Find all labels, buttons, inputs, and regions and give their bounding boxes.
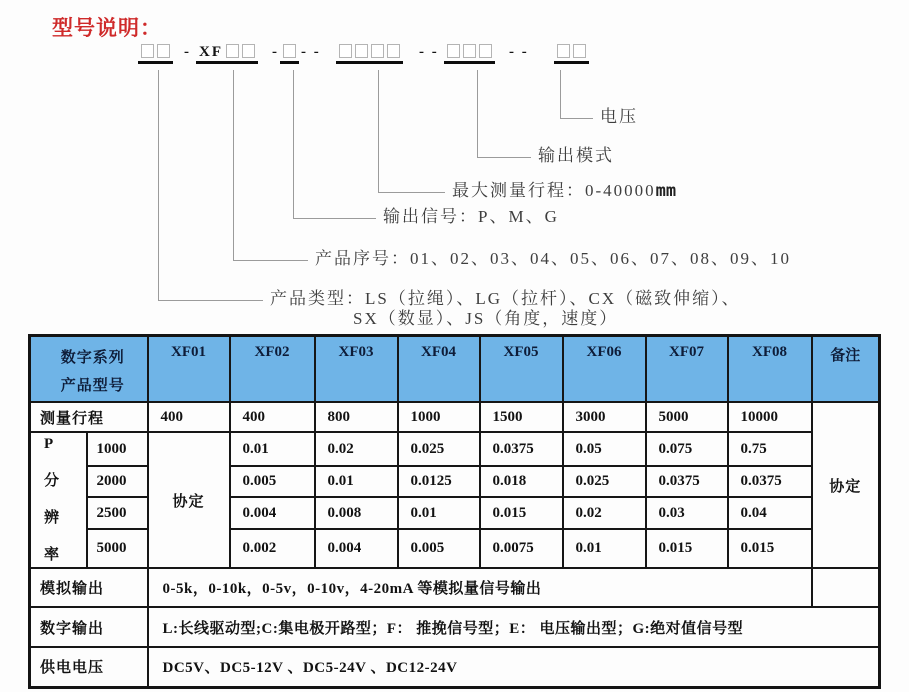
resolution-value: 0.04: [728, 497, 812, 529]
callout-label: [383, 207, 559, 227]
model-prefix-text: XF: [199, 44, 223, 60]
callout-hline: [233, 260, 308, 261]
resolution-value: 0.005: [230, 466, 315, 497]
resolution-value: 0.075: [646, 432, 728, 466]
digit-box: [339, 44, 352, 58]
page-title: 型号说明：: [52, 17, 162, 40]
model-field-group-5: [444, 44, 495, 64]
measure-value-8: 10000: [728, 402, 812, 432]
table-row: [30, 607, 880, 647]
model-field-group-2: [196, 44, 258, 64]
callout-vline: [233, 70, 234, 260]
resolution-value: 0.01: [315, 466, 398, 497]
digit-box: [157, 44, 170, 58]
digit-box: [557, 44, 570, 58]
callout-hline: [378, 192, 445, 193]
header-model-XF08: XF08: [728, 336, 812, 403]
table-row: [30, 568, 880, 607]
resolution-label-char: 分: [44, 473, 60, 489]
callout-hline: [158, 300, 263, 301]
measure-value-2: 400: [230, 402, 315, 432]
resolution-scale-1000: 1000: [87, 432, 148, 466]
header-col1-line: 产品型号: [60, 378, 125, 394]
dash-separator: - -: [509, 44, 529, 60]
digit-box: [573, 44, 586, 58]
resolution-value: 0.0125: [398, 466, 480, 497]
callout-label: [600, 107, 638, 127]
dash-separator: - -: [419, 44, 439, 60]
callout-label-line2: SX（数显）、JS（角度，速度）: [353, 309, 619, 328]
header-series-model: [30, 336, 148, 403]
measure-label: 测量行程: [30, 402, 148, 432]
callout-label: [270, 289, 741, 329]
header-model-XF02: XF02: [230, 336, 315, 403]
resolution-value: 0.025: [398, 432, 480, 466]
dash-separator: -: [272, 44, 279, 60]
callout-label: [538, 146, 614, 166]
resolution-value: 0.015: [646, 529, 728, 568]
resolution-value: 0.0075: [480, 529, 563, 568]
table-row: [30, 402, 880, 432]
resolution-scale-2000: 2000: [87, 466, 148, 497]
info-label-3: 供电电压: [30, 647, 148, 687]
info-remark-empty: [812, 568, 880, 607]
model-field-group-3: [280, 44, 299, 64]
measure-value-5: 1500: [480, 402, 563, 432]
measure-value-3: 800: [315, 402, 398, 432]
callout-label-text: 产品类型：LS（拉绳）、LG（拉杆）、CX（磁致伸缩）、: [270, 289, 741, 308]
resolution-value: 0.002: [230, 529, 315, 568]
resolution-value: 0.005: [398, 529, 480, 568]
header-model-XF07: XF07: [646, 336, 728, 403]
info-label-1: 模拟输出: [30, 568, 148, 607]
info-content-3: DC5V、DC5-12V 、DC5-24V 、DC12-24V: [148, 647, 880, 687]
info-content-1: 0-5k，0-10k，0-5v，0-10v，4-20mA 等模拟量信号输出: [148, 568, 812, 607]
resolution-value: 0.0375: [646, 466, 728, 497]
resolution-value: 0.018: [480, 466, 563, 497]
callout-label-text: 输出模式: [538, 146, 614, 165]
callout-hline: [293, 218, 376, 219]
measure-value-7: 5000: [646, 402, 728, 432]
digit-box: [355, 44, 368, 58]
callout-label-text: 输出信号：P、M、G: [383, 207, 559, 226]
model-field-group-6: [554, 44, 589, 64]
digit-box: [226, 44, 239, 58]
callout-label-text: 最大测量行程：0-40000: [452, 181, 656, 200]
xf01-agreement: 协定: [148, 432, 230, 568]
header-remark: 备注: [812, 336, 880, 403]
callout-label-text: 电压: [600, 107, 638, 126]
header-model-XF05: XF05: [480, 336, 563, 403]
callout-label: [452, 181, 676, 201]
resolution-value: 0.03: [646, 497, 728, 529]
callout-vline: [560, 70, 561, 118]
callout-vline: [378, 70, 379, 192]
callout-vline: [293, 70, 294, 218]
resolution-scale-5000: 5000: [87, 529, 148, 568]
resolution-value: 0.0375: [480, 432, 563, 466]
resolution-value: 0.004: [315, 529, 398, 568]
dash-separator: -: [184, 44, 191, 60]
header-model-XF04: XF04: [398, 336, 480, 403]
resolution-value: 0.75: [728, 432, 812, 466]
digit-box: [141, 44, 154, 58]
dash-separator: - -: [301, 44, 321, 60]
callout-hline: [477, 157, 531, 158]
callout-vline: [158, 70, 159, 300]
resolution-value: 0.01: [398, 497, 480, 529]
callout-hline: [560, 118, 593, 119]
table-row: [30, 647, 880, 687]
measure-value-1: 400: [148, 402, 230, 432]
header-model-XF01: XF01: [148, 336, 230, 403]
callout-label: [315, 249, 791, 269]
table-row: [30, 432, 880, 466]
resolution-value: 0.01: [230, 432, 315, 466]
callout-label-text: 产品序号：01、02、03、04、05、06、07、08、09、10: [315, 249, 791, 268]
resolution-value: 0.025: [563, 466, 646, 497]
measure-value-4: 1000: [398, 402, 480, 432]
header-col1-line: 数字系列: [60, 350, 125, 366]
resolution-label-char: 辨: [44, 510, 60, 526]
resolution-value: 0.008: [315, 497, 398, 529]
resolution-label-char: P: [44, 436, 54, 452]
model-field-group-4: [336, 44, 403, 64]
resolution-value: 0.0375: [728, 466, 812, 497]
measure-value-6: 3000: [563, 402, 646, 432]
digit-box: [371, 44, 384, 58]
digit-box: [242, 44, 255, 58]
remark-value: 协定: [812, 402, 880, 568]
resolution-scale-2500: 2500: [87, 497, 148, 529]
callout-vline: [477, 70, 478, 157]
resolution-value: 0.01: [563, 529, 646, 568]
info-content-2: L:长线驱动型;C:集电极开路型；F： 推挽信号型；E： 电压输出型；G:绝对值信号型: [148, 607, 880, 647]
info-label-2: 数字输出: [30, 607, 148, 647]
resolution-value: 0.02: [315, 432, 398, 466]
spec-table: [28, 334, 881, 689]
resolution-value: 0.05: [563, 432, 646, 466]
resolution-value: 0.015: [480, 497, 563, 529]
resolution-value: 0.004: [230, 497, 315, 529]
table-row: [30, 336, 880, 403]
digit-box: [463, 44, 476, 58]
resolution-value: 0.015: [728, 529, 812, 568]
resolution-label-stack: [44, 437, 86, 563]
digit-box: [447, 44, 460, 58]
digit-box: [387, 44, 400, 58]
resolution-label-char: 率: [44, 547, 60, 563]
resolution-value: 0.02: [563, 497, 646, 529]
model-field-group-1: [138, 44, 173, 64]
header-model-XF03: XF03: [315, 336, 398, 403]
digit-box: [479, 44, 492, 58]
header-model-XF06: XF06: [563, 336, 646, 403]
digit-box: [283, 44, 296, 58]
resolution-label: [30, 432, 87, 568]
callout-unit: mm: [655, 181, 677, 201]
